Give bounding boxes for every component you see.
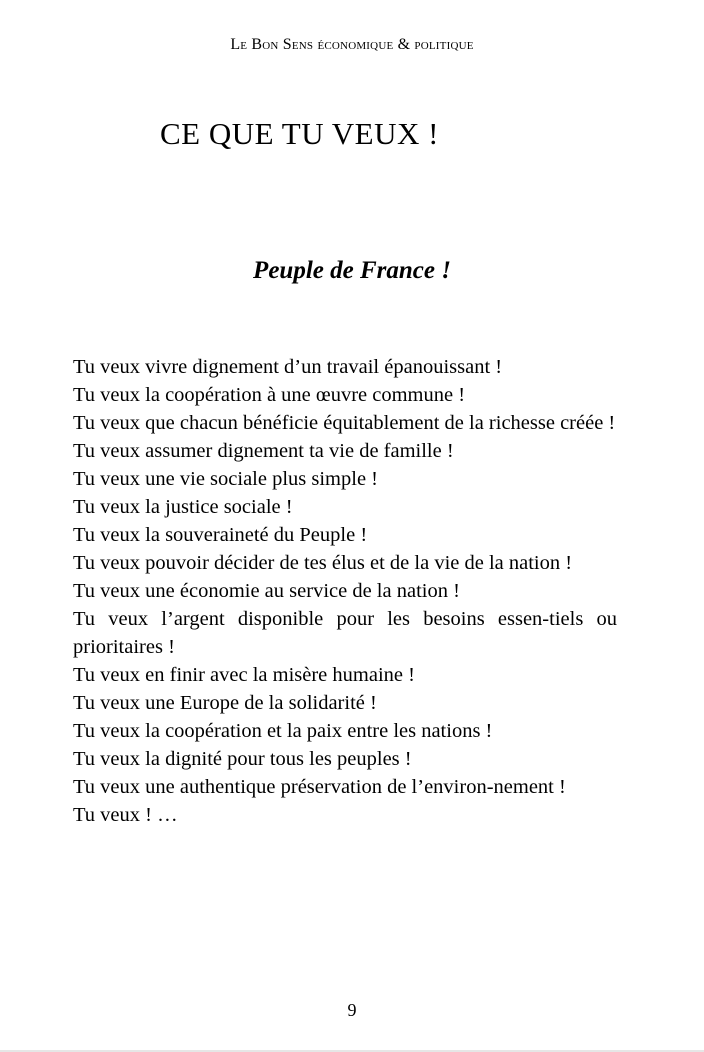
text-line: Tu veux une Europe de la solidarité ! (73, 692, 377, 714)
text-line: Tu veux en finir avec la misère humaine ! (73, 664, 415, 686)
text-line: Tu veux une authentique préservation de l’environ-nement ! (73, 776, 566, 798)
text-line: Tu veux une économie au service de la nation ! (73, 580, 460, 602)
text-line: Tu veux ! … (73, 804, 178, 826)
text-line: Tu veux la dignité pour tous les peuples ! (73, 748, 412, 770)
text-line: Tu veux la coopération et la paix entre les nations ! (73, 720, 493, 742)
text-line: Tu veux pouvoir décider de tes élus et de la vie de la nation ! (73, 552, 573, 574)
text-line: Tu veux la justice sociale ! (73, 496, 293, 518)
text-line: Tu veux la coopération à une œuvre commune ! (73, 384, 466, 406)
text-line: Tu veux l’argent disponible pour les besoins essen-tiels ou prioritaires ! (73, 608, 617, 658)
page-number: 9 (347, 1000, 357, 1020)
text-line: Tu veux la souveraineté du Peuple ! (73, 524, 368, 546)
text-line: Tu veux assumer dignement ta vie de famille ! (73, 440, 454, 462)
chapter-title: CE QUE TU VEUX ! (160, 116, 439, 151)
text-line: Tu veux une vie sociale plus simple ! (73, 468, 378, 490)
running-header: Le Bon Sens économique & politique (230, 36, 474, 53)
text-line: Tu veux vivre dignement d’un travail épanouissant ! (73, 356, 503, 378)
section-title: Peuple de France ! (253, 257, 451, 284)
text-line: Tu veux que chacun bénéficie équitablement de la richesse créée ! (73, 412, 616, 434)
body-text (73, 353, 617, 829)
